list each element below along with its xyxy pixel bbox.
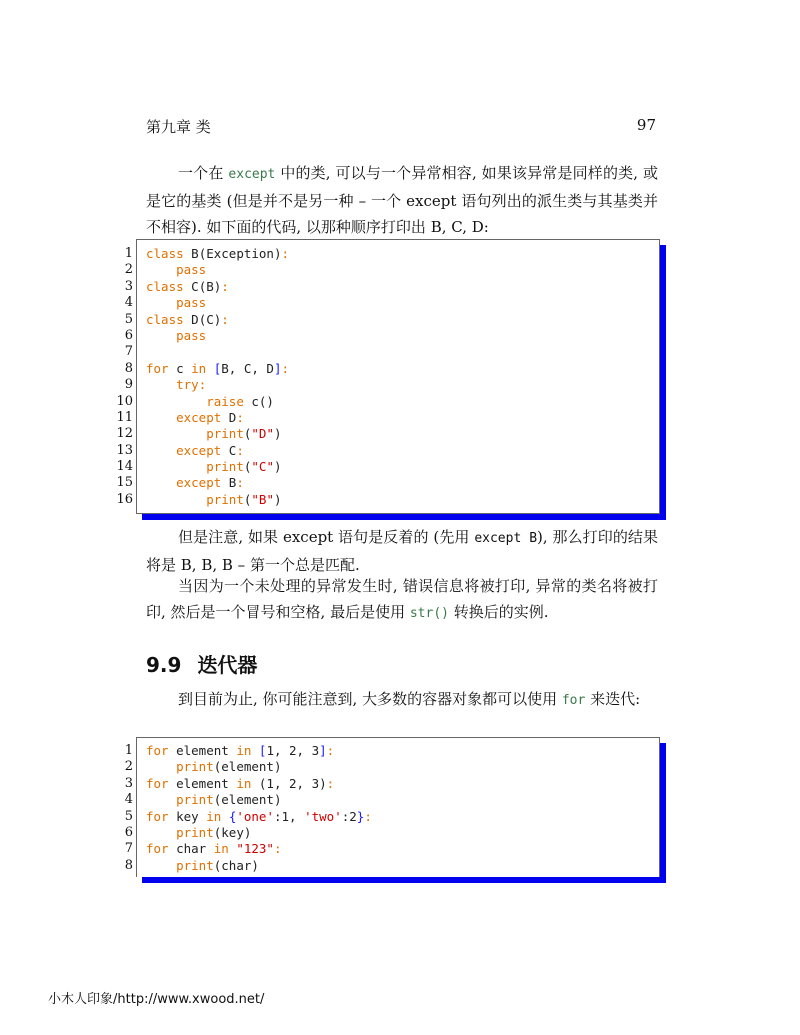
code-line [124,278,659,295]
code-line [124,808,659,825]
code-line [124,857,659,874]
code-text: pass [176,262,207,278]
line-number: 2 [124,262,133,278]
code-text: print(element) [176,759,282,775]
code-text: for c in [B, C, D]: [146,360,290,376]
code-line [116,459,659,475]
code-text: print(element) [176,792,282,808]
code-text: print("C") [206,459,282,475]
section-number: 9.9 [146,653,182,677]
line-number: 10 [116,393,133,409]
code-listing-iteration [124,737,660,877]
code-text: for element in (1, 2, 3): [146,775,335,791]
code-text: for char in "123": [146,841,282,857]
code-line [124,262,659,278]
code-text: print("B") [206,491,282,507]
line-number: 4 [124,792,133,808]
line-number: 13 [116,442,133,458]
line-number: 14 [116,459,133,475]
code-text: class D(C): [146,311,229,327]
section-heading [146,649,257,678]
code-text: try: [176,377,207,393]
code-line [124,824,659,841]
code-line [124,759,659,775]
code-line [124,327,659,344]
section-title: 迭代器 [197,653,258,677]
page-number: 97 [636,116,656,134]
code-line [116,442,659,459]
line-number: 12 [116,426,133,442]
code-line [124,792,659,808]
line-number: 1 [124,743,133,758]
line-number: 8 [124,360,133,376]
code-line [116,393,659,410]
line-number: 7 [124,841,133,857]
line-number: 8 [124,857,133,873]
code-text: class C(B): [146,278,229,294]
code-text: except B: [176,475,244,491]
code-text: for key in {'one':1, 'two':2}: [146,808,372,824]
code-text: class B(Exception): [146,246,290,261]
code-line [116,475,659,491]
line-number: 5 [124,311,133,327]
page-header [146,116,656,140]
code-text: pass [176,327,207,343]
line-number: 4 [124,295,133,311]
paragraph-iterators-intro: 到目前为止, 你可能注意到, 大多数的容器对象都可以使用 for 来迭代: [178,690,641,708]
line-number: 2 [124,759,133,775]
code-line [124,841,659,857]
line-number: 6 [124,824,133,840]
inline-code: str() [409,606,449,621]
paragraph-reversed-note: 但是注意, 如果 except 语句是反着的 (先用 except B), 那么打印的结果将是 B, B, B – 第一个总是匹配. [146,528,658,574]
code-line [116,426,659,442]
code-line [116,491,659,508]
line-number: 1 [124,246,133,261]
line-number: 16 [116,491,133,507]
line-number: 15 [116,475,133,491]
code-text: except C: [176,442,244,458]
code-line [124,743,659,759]
code-line [124,246,659,262]
footer-watermark: 小木人印象/http://www.xwood.net/ [48,992,265,1007]
line-number: 3 [124,775,133,791]
code-text: print(key) [176,824,252,840]
code-line [124,360,659,377]
paragraph-unhandled-exception: 当因为一个未处理的异常发生时, 错误信息将被打印, 异常的类名将被打印, 然后是一个冒号和空格, 最后是使用 str() 转换后的实例. [146,577,658,621]
line-number: 3 [124,278,133,294]
code-line [124,311,659,328]
inline-code: for [561,693,586,708]
code-listing-exceptions [116,239,660,514]
code-text: print("D") [206,426,282,442]
code-line [124,295,659,311]
code-line [124,344,659,360]
inline-code: except B [474,531,538,546]
code-text: raise c() [206,393,274,409]
line-number: 7 [124,344,133,360]
code-text: print(char) [176,857,259,873]
code-line [124,775,659,792]
line-number: 9 [124,377,133,393]
code-line [124,377,659,393]
line-number: 11 [116,409,133,425]
chapter-title: 第九章 类 [146,118,211,136]
paragraph-except-compat: 一个在 except 中的类, 可以与一个异常相容, 如果该异常是同样的类, 或是它的基类 (但是并不是另一种 – 一个 except 语句列出的派生类与其基类并不相容). 如下面的代码, 以那种顺序打印出 B, C, D: [146,164,658,236]
code-line [116,409,659,426]
inline-code: except [228,167,276,182]
line-number: 5 [124,808,133,824]
code-text: except D: [176,409,244,425]
code-text: for element in [1, 2, 3]: [146,743,335,758]
code-text: pass [176,295,207,311]
line-number: 6 [124,327,133,343]
